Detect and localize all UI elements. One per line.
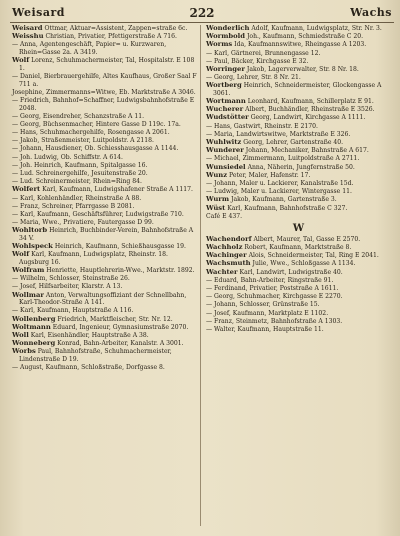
entry-details: — Karl, Kohlenhändler, Rheinstraße A 88.: [12, 194, 142, 202]
directory-entry: [12, 267, 198, 275]
directory-entry: [12, 170, 198, 178]
entry-details: — Hans, Gastwirt, Rheinstr. E 2170.: [206, 122, 318, 130]
entry-details: Karl, Kaufmann, Bahnhofstraße C 327.: [227, 204, 348, 212]
directory-entry: [12, 137, 198, 145]
entry-details: — Georg, Büchsenmacher, Hintere Gasse D 119c. 17a.: [12, 120, 181, 128]
entry-details: — Hans, Schuhmachergehilfe, Rosengasse A 2061.: [12, 129, 170, 137]
entry-surname: Wolf: [12, 250, 30, 259]
entry-details: — Michael, Zimmermann, Luitpoldstraße A 2711.: [206, 155, 360, 163]
entry-surname: Wolf: [12, 56, 30, 65]
header-left-guide-word: Weisard: [12, 6, 65, 19]
left-column: [12, 25, 198, 372]
entry-details: — Friedrich, Bahnhof=Schaffner, Ludwigsbahnhofstraße E 2048.: [12, 96, 195, 112]
directory-entry: [206, 318, 392, 326]
entry-details: — Georg, Eisendreher, Schanzstraße A 11.: [12, 112, 145, 120]
section-heading: W: [292, 223, 306, 235]
directory-entry: [12, 97, 198, 112]
directory-entry: [206, 205, 392, 213]
header-rule: [10, 22, 394, 23]
entry-surname: Wollmar: [12, 290, 44, 299]
right-column-section-entries: [206, 236, 392, 334]
directory-entry: [206, 180, 392, 188]
entry-details: — Johann, Hausdiener, Ob. Schiesshausgasse A 1144.: [12, 145, 179, 153]
entry-details: Karl, Kaufmann, Ludwigshafener Straße A 1117.: [42, 186, 193, 194]
entry-details: Heinrich, Schneidermeister, Glockengasse A 3061.: [213, 82, 382, 97]
entry-surname: Wortmann: [206, 97, 246, 106]
directory-entry: [12, 57, 198, 72]
entry-details: Adolf, Kaufmann, Ludwigsplatz, Str. Nr. 3.: [251, 25, 382, 32]
entry-details: Lorenz, Schuhmachermeister, Tal, Hospitalstr. E 108 1.: [19, 57, 195, 72]
entry-details: Anton, Verwaltungsoffiziant der Schnellbahn, Karl-Theodor-Straße A 141.: [19, 291, 187, 307]
directory-entry: [206, 269, 392, 277]
directory-entry: [12, 227, 198, 242]
directory-entry: [12, 364, 198, 372]
entry-details: — Jakob, Straßenmeister, Luitpoldstr. A 2118.: [12, 137, 154, 145]
directory-entry: [206, 50, 392, 58]
directory-entry: [12, 145, 198, 153]
directory-entry: [206, 114, 392, 122]
entry-details: — Maria, Landwirtswitwe, Marktstraße E 326.: [206, 130, 351, 138]
entry-surname: Weisard: [12, 24, 43, 32]
entry-details: Heinrich, Buchbinder-Verein, Bahnhofstraße A 34 V.: [19, 227, 194, 242]
entry-details: — Joh. Heinrich, Kaufmann, Spitalgasse 16.: [12, 161, 148, 169]
column-divider: [200, 25, 201, 526]
directory-entry: [12, 113, 198, 121]
entry-details: Albert, Maurer, Tal, Gasse E 2570.: [253, 235, 361, 243]
directory-entry: [12, 348, 198, 363]
entry-surname: Wormbold: [206, 32, 246, 41]
entry-details: Konrad, Bahn-Arbeiter, Kanalstr. A 3001.: [57, 340, 184, 348]
directory-entry: [12, 203, 198, 211]
entry-details: — Karl, Gärtnerei, Brunnengasse 12.: [206, 49, 321, 57]
entry-details: Friedrich, Marktfleischer, Str. Nr. 12.: [57, 315, 173, 323]
entry-details: — Anna, Agentengeschäft, Papier= u. Kurzwaren, Rhein=Gasse 2a. A 3419.: [12, 41, 167, 56]
entry-details: — Lud. Schreinergehilfe, Jesuitenstraße 20.: [12, 170, 148, 177]
entry-details: — Karl, Kaufmann, Geschäftsführer, Ludwigstraße 710.: [12, 210, 184, 218]
entry-surname: Worms: [206, 40, 233, 49]
entry-details: Julie, Wwe., Schloßgasse A 1134.: [252, 260, 356, 268]
entry-details: — Wilhelm, Schlosser, Steinstraße 26.: [12, 275, 130, 283]
directory-entry: [12, 211, 198, 219]
directory-entry: [206, 66, 392, 74]
directory-entry: [12, 251, 198, 266]
entry-details: Ottmar, Aktuar=Assistent, Zappen=straße 6c.: [44, 25, 188, 32]
entry-details: Eduard, Ingenieur, Gymnasiumstraße 2070.: [52, 323, 189, 331]
entry-details: Henriette, Hauptlehrerin-Wwe., Marktstr. 1892.: [46, 267, 195, 275]
directory-entry: [12, 275, 198, 283]
directory-entry: [12, 41, 198, 56]
directory-entry: [206, 285, 392, 293]
entry-details: Jakob, Lagerverwalter, Str. 8 Nr. 18.: [246, 65, 359, 73]
entry-details: Johann, Mechaniker, Bahnstraße A 617.: [245, 147, 369, 155]
entry-surname: Worbs: [12, 347, 36, 356]
directory-entry: [206, 41, 392, 49]
directory-entry: [206, 277, 392, 285]
entry-details: Jakob, Kaufmann, Gartenstraße 3.: [231, 196, 337, 204]
directory-entry: [206, 326, 392, 334]
entry-details: Albert, Buchhändler, Rheinstraße E 3526.: [245, 106, 375, 114]
directory-entry: [206, 123, 392, 131]
entry-surname: Wolfram: [12, 266, 45, 275]
entry-details: — Maria, Wwe., Privatiere, Fautergasse D 99.: [12, 219, 154, 227]
entry-surname: Wohltorb: [12, 226, 48, 235]
entry-surname: Wüst: [206, 203, 226, 212]
directory-entry: [12, 129, 198, 137]
directory-entry: [12, 73, 198, 88]
directory-entry: [12, 195, 198, 203]
entry-details: Peter, Maler, Hafenstr. 17.: [229, 171, 311, 179]
entry-details: — Johann, Schlosser, Grünstraße 15.: [206, 301, 320, 309]
entry-details: Karl, Kaufmann, Ludwigsplatz, Rheinstr. 18. Augsburg 16.: [19, 251, 168, 266]
entry-details: Robert, Kaufmann, Marktstraße 8.: [244, 244, 352, 252]
directory-entry: [206, 310, 392, 318]
directory-entry: [206, 147, 392, 155]
entry-details: — Josef, Hilfsarbeiter, Klarstr. A 13.: [12, 283, 123, 291]
entry-surname: Weisshu: [12, 32, 44, 41]
page-header: [12, 6, 392, 22]
entry-details: — Joh. Ludwig, Ob. Schiffstr. A 614.: [12, 153, 123, 161]
entry-surname: Wudstötter: [206, 113, 249, 122]
entry-surname: Wucherer: [206, 105, 244, 114]
entry-details: Josephine, Zimmermanns=Witwe, Eb. Marktstraße A 3046.: [12, 88, 196, 96]
entry-details: Anna, Näherin, Jungfernstraße 50.: [247, 163, 355, 171]
entry-details: — Georg, Schuhmacher, Kirchgasse E 2270.: [206, 293, 343, 301]
entry-surname: Wachholz: [206, 243, 243, 252]
entry-details: — Lud. Schreinermeister, Rhein=Ring 84.: [12, 178, 142, 186]
entry-surname: Wonneberg: [12, 339, 56, 348]
directory-entry: [12, 121, 198, 129]
entry-details: — Paul, Bäcker, Kirchgasse E 32.: [206, 57, 309, 65]
header-right-guide-word: Wachs: [350, 6, 392, 19]
entry-details: Karl, Eisenhändler, Hauptstraße A 38.: [30, 331, 149, 339]
entry-details: — Eduard, Bahn-Arbeiter, Ringstraße 91.: [206, 276, 334, 284]
entry-surname: Wolfert: [12, 185, 41, 194]
entry-details: — Franz, Schreiner, Pfarrgasse B 2081.: [12, 202, 135, 210]
entry-details: Café E 437.: [206, 212, 243, 220]
entry-surname: Wollenberg: [12, 314, 56, 323]
entry-surname: Woltmann: [12, 322, 51, 331]
entry-details: — Walter, Kaufmann, Hauptstraße 11.: [206, 325, 324, 333]
entry-details: Heinrich, Kaufmann, Schießhausgasse 19.: [54, 243, 186, 251]
directory-entry: [12, 340, 198, 348]
entry-details: Christian, Privatier, Pfettigerstraße A 716.: [45, 33, 177, 41]
entry-surname: Wachendorf: [206, 234, 252, 243]
directory-entry: [206, 164, 392, 172]
entry-surname: Wachsmuth: [206, 259, 251, 268]
directory-entry: [206, 301, 392, 309]
right-column-entries: [206, 25, 392, 220]
directory-entry: [12, 186, 198, 194]
entry-surname: Wachter: [206, 267, 238, 276]
directory-entry: [206, 172, 392, 180]
entry-details: Paul, Bahnhofstraße, Schuhmachermeister, Lindenstraße D 19.: [19, 348, 172, 363]
directory-entry: [12, 89, 198, 97]
entry-details: Karl, Landwirt, Ludwigstraße 40.: [239, 268, 343, 276]
directory-entry: [206, 213, 392, 221]
entry-details: — Georg, Lehrer, Str. 8 Nr. 21.: [206, 74, 301, 82]
entry-details: Leonhard, Kaufmann, Schillerplatz E 91.: [247, 98, 374, 106]
directory-entry: [12, 243, 198, 251]
page-number: 222: [189, 6, 215, 20]
directory-entry: [206, 82, 392, 97]
directory-entry: [12, 292, 198, 307]
directory-entry: [12, 154, 198, 162]
entry-details: — Ludwig, Maler u. Lackierer, Wintergasse 11.: [206, 188, 352, 196]
entry-surname: Wunderer: [206, 146, 244, 155]
entry-surname: Wonderlich: [206, 24, 250, 32]
entry-surname: Wuhlwitz: [206, 138, 242, 147]
entry-details: — August, Kaufmann, Schloßstraße, Dorfgasse 8.: [12, 364, 165, 372]
entry-details: Georg, Landwirt, Kirchgasse A 1111.: [250, 114, 366, 122]
entry-details: — Ferdinand, Privatier, Poststraße A 1611.: [206, 285, 339, 293]
directory-entry: [12, 33, 198, 41]
entry-details: — Daniel, Bierbrauergehilfe, Altes Kaufhaus, Großer Saal F 711 a.: [12, 72, 197, 88]
entry-details: — Josef, Kaufmann, Marktplatz E 1102.: [206, 309, 329, 317]
directory-entry: [206, 293, 392, 301]
entry-surname: Wachinger: [206, 251, 247, 260]
entry-details: Alois, Schneidermeister, Tal, Ring E 2041.: [248, 252, 379, 260]
entry-surname: Wohlspeck: [12, 242, 53, 251]
entry-details: Ida, Kaufmannswitwe, Rheingasse A 1203.: [234, 41, 367, 49]
directory-entry: [206, 33, 392, 41]
entry-surname: Woll: [12, 330, 29, 339]
right-column: [206, 25, 392, 334]
entry-surname: Wunsiedel: [206, 162, 246, 171]
entry-details: Georg, Lehrer, Gartenstraße 40.: [243, 139, 344, 147]
entry-surname: Wunz: [206, 170, 228, 179]
directory-entry: [12, 162, 198, 170]
entry-details: Joh., Kaufmann, Schmiedstraße C 20.: [246, 33, 364, 41]
entry-details: — Johann, Maler u. Lackierer, Kanalstraße 15d.: [206, 179, 354, 187]
directory-entry: [12, 324, 198, 332]
entry-surname: Worringer: [206, 64, 245, 73]
entry-surname: Wurm: [206, 195, 230, 204]
entry-details: — Franz, Steinmetz, Bahnhofstraße A 1303.: [206, 317, 343, 325]
directory-entry: [206, 196, 392, 204]
entry-details: — Karl, Kaufmann, Hauptstraße A 116.: [12, 307, 134, 315]
entry-surname: Wortberg: [206, 81, 242, 90]
directory-entry: [206, 188, 392, 196]
